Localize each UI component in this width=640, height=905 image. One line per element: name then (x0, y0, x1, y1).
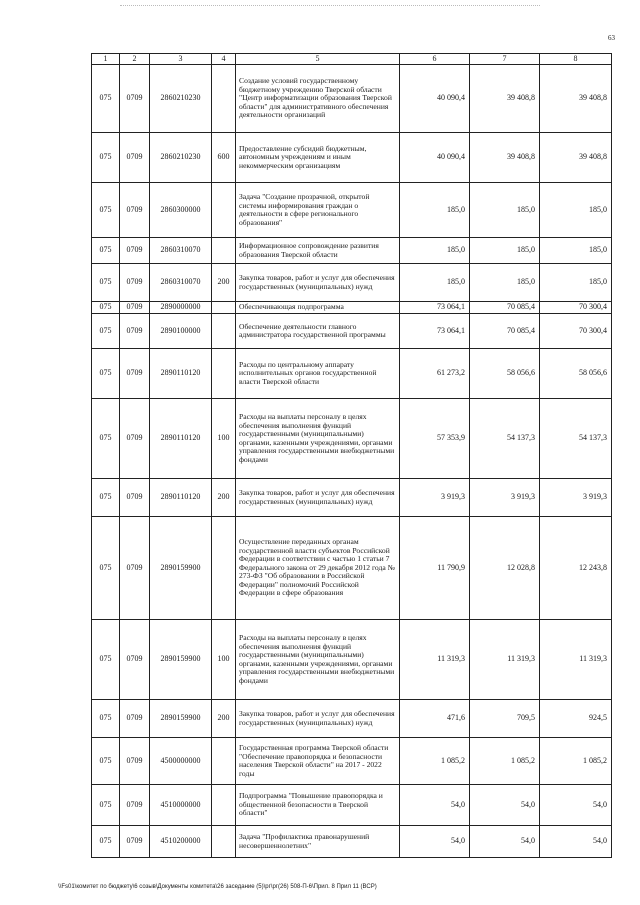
table-row (92, 479, 612, 517)
amount-year3-cell: 54,0 (540, 785, 612, 826)
amount-year1-cell: 3 919,3 (400, 479, 470, 517)
amount-year2-cell: 39 408,8 (470, 133, 540, 183)
target-article-cell: 2890000000 (150, 302, 212, 314)
description-cell: Расходы на выплаты персоналу в целях обеспечения выполнения функций государственными (муниципальными) органами, казенными учреждениями, органами управления государственными внебюджетными фондами (236, 620, 400, 700)
expense-type-cell (212, 65, 236, 133)
table-row (92, 738, 612, 785)
amount-year1-cell: 1 085,2 (400, 738, 470, 785)
description-cell: Обеспечивающая подпрограмма (236, 302, 400, 314)
amount-year3-cell: 39 408,8 (540, 133, 612, 183)
section-code-cell: 0709 (120, 65, 150, 133)
table-row (92, 65, 612, 133)
table-row (92, 238, 612, 264)
column-number-row (92, 54, 612, 65)
section-code-cell: 0709 (120, 517, 150, 620)
admin-code-cell: 075 (92, 65, 120, 133)
expense-type-cell (212, 314, 236, 349)
description-cell: Расходы на выплаты персоналу в целях обеспечения выполнения функций государственными (муниципальными) органами, казенными учреждениями, органами управления государственными внебюджетными фондами (236, 399, 400, 479)
table-row (92, 264, 612, 302)
column-header: 3 (150, 54, 212, 65)
admin-code-cell: 075 (92, 264, 120, 302)
page-number: 63 (608, 34, 615, 42)
expense-type-cell (212, 826, 236, 858)
amount-year1-cell: 73 064,1 (400, 302, 470, 314)
section-code-cell: 0709 (120, 399, 150, 479)
amount-year3-cell: 185,0 (540, 264, 612, 302)
amount-year1-cell: 185,0 (400, 238, 470, 264)
section-code-cell: 0709 (120, 314, 150, 349)
table-row (92, 133, 612, 183)
amount-year1-cell: 73 064,1 (400, 314, 470, 349)
table-row (92, 349, 612, 399)
amount-year1-cell: 471,6 (400, 700, 470, 738)
amount-year1-cell: 54,0 (400, 785, 470, 826)
expense-type-cell (212, 738, 236, 785)
section-code-cell: 0709 (120, 785, 150, 826)
description-cell: Информационное сопровождение развития образования Тверской области (236, 238, 400, 264)
amount-year1-cell: 61 273,2 (400, 349, 470, 399)
expense-type-cell: 200 (212, 264, 236, 302)
admin-code-cell: 075 (92, 785, 120, 826)
expense-type-cell (212, 302, 236, 314)
admin-code-cell: 075 (92, 183, 120, 238)
amount-year2-cell: 11 319,3 (470, 620, 540, 700)
column-header: 4 (212, 54, 236, 65)
amount-year2-cell: 185,0 (470, 264, 540, 302)
column-header: 7 (470, 54, 540, 65)
section-code-cell: 0709 (120, 238, 150, 264)
scan-header-artifact (120, 5, 540, 9)
description-cell: Государственная программа Тверской области "Обеспечение правопорядка и безопасности населения Тверской области" на 2017 - 2022 годы (236, 738, 400, 785)
table-row (92, 302, 612, 314)
expense-type-cell: 100 (212, 620, 236, 700)
amount-year2-cell: 58 056,6 (470, 349, 540, 399)
amount-year2-cell: 54 137,3 (470, 399, 540, 479)
amount-year3-cell: 11 319,3 (540, 620, 612, 700)
section-code-cell: 0709 (120, 264, 150, 302)
section-code-cell: 0709 (120, 620, 150, 700)
table-row (92, 314, 612, 349)
amount-year1-cell: 40 090,4 (400, 65, 470, 133)
target-article-cell: 2890110120 (150, 349, 212, 399)
target-article-cell: 2860310070 (150, 264, 212, 302)
amount-year3-cell: 39 408,8 (540, 65, 612, 133)
amount-year1-cell: 40 090,4 (400, 133, 470, 183)
table-row (92, 785, 612, 826)
amount-year1-cell: 11 319,3 (400, 620, 470, 700)
target-article-cell: 2860210230 (150, 65, 212, 133)
amount-year3-cell: 70 300,4 (540, 314, 612, 349)
target-article-cell: 4500000000 (150, 738, 212, 785)
amount-year1-cell: 185,0 (400, 264, 470, 302)
column-header: 2 (120, 54, 150, 65)
amount-year2-cell: 54,0 (470, 785, 540, 826)
admin-code-cell: 075 (92, 620, 120, 700)
description-cell: Закупка товаров, работ и услуг для обеспечения государственных (муниципальных) нужд (236, 479, 400, 517)
amount-year1-cell: 57 353,9 (400, 399, 470, 479)
admin-code-cell: 075 (92, 399, 120, 479)
target-article-cell: 4510000000 (150, 785, 212, 826)
amount-year3-cell: 924,5 (540, 700, 612, 738)
section-code-cell: 0709 (120, 349, 150, 399)
section-code-cell: 0709 (120, 479, 150, 517)
target-article-cell: 2860210230 (150, 133, 212, 183)
description-cell: Закупка товаров, работ и услуг для обеспечения государственных (муниципальных) нужд (236, 264, 400, 302)
admin-code-cell: 075 (92, 517, 120, 620)
expense-type-cell (212, 785, 236, 826)
section-code-cell: 0709 (120, 302, 150, 314)
description-cell: Закупка товаров, работ и услуг для обеспечения государственных (муниципальных) нужд (236, 700, 400, 738)
amount-year3-cell: 54 137,3 (540, 399, 612, 479)
amount-year3-cell: 12 243,8 (540, 517, 612, 620)
amount-year3-cell: 185,0 (540, 183, 612, 238)
amount-year3-cell: 185,0 (540, 238, 612, 264)
file-path-footer: \\Fs01\комитет по бюджету\6 созыв\Документы комитета\26 заседание (5)\рг\рг(26) 508-П-6\Прил. 8 Прил 11 (ВСР) (58, 884, 377, 890)
target-article-cell: 2890110120 (150, 479, 212, 517)
description-cell: Задача "Профилактика правонарушений несовершеннолетних" (236, 826, 400, 858)
expense-type-cell: 200 (212, 700, 236, 738)
expense-type-cell: 600 (212, 133, 236, 183)
budget-table-container (91, 53, 611, 858)
admin-code-cell: 075 (92, 738, 120, 785)
amount-year1-cell: 54,0 (400, 826, 470, 858)
expense-type-cell (212, 183, 236, 238)
column-header: 6 (400, 54, 470, 65)
amount-year2-cell: 709,5 (470, 700, 540, 738)
description-cell: Расходы по центральному аппарату исполнительных органов государственной власти Тверской области (236, 349, 400, 399)
table-row (92, 700, 612, 738)
admin-code-cell: 075 (92, 479, 120, 517)
table-row (92, 399, 612, 479)
target-article-cell: 2890110120 (150, 399, 212, 479)
column-header: 5 (236, 54, 400, 65)
budget-table (91, 53, 612, 858)
expense-type-cell (212, 349, 236, 399)
target-article-cell: 2860310070 (150, 238, 212, 264)
column-header: 8 (540, 54, 612, 65)
amount-year3-cell: 3 919,3 (540, 479, 612, 517)
admin-code-cell: 075 (92, 302, 120, 314)
amount-year3-cell: 54,0 (540, 826, 612, 858)
expense-type-cell: 200 (212, 479, 236, 517)
table-row (92, 517, 612, 620)
admin-code-cell: 075 (92, 826, 120, 858)
expense-type-cell (212, 517, 236, 620)
amount-year2-cell: 70 085,4 (470, 302, 540, 314)
description-cell: Создание условий государственному бюджетному учреждению Тверской области "Центр информатизации образования Тверской области" для административного обеспечения деятельности организаций (236, 65, 400, 133)
description-cell: Задача "Создание прозрачной, открытой системы информирования граждан о деятельности в сфере регионального образования" (236, 183, 400, 238)
description-cell: Предоставление субсидий бюджетным, автономным учреждениям и иным некоммерческим организациям (236, 133, 400, 183)
target-article-cell: 2860300000 (150, 183, 212, 238)
section-code-cell: 0709 (120, 183, 150, 238)
admin-code-cell: 075 (92, 349, 120, 399)
expense-type-cell: 100 (212, 399, 236, 479)
section-code-cell: 0709 (120, 738, 150, 785)
amount-year3-cell: 70 300,4 (540, 302, 612, 314)
admin-code-cell: 075 (92, 238, 120, 264)
section-code-cell: 0709 (120, 826, 150, 858)
description-cell: Подпрограмма "Повышение правопорядка и общественной безопасности в Тверской области" (236, 785, 400, 826)
amount-year2-cell: 12 028,8 (470, 517, 540, 620)
description-cell: Осуществление переданных органам государственной власти субъектов Российской Федерации в соответствии с частью 1 статьи 7 Федерального закона от 29 декабря 2012 года № 273-ФЗ "Об образовании в Российской Федерации" полномочий Российской Федерации в сфере образования (236, 517, 400, 620)
description-cell: Обеспечение деятельности главного администратора государственной программы (236, 314, 400, 349)
amount-year3-cell: 58 056,6 (540, 349, 612, 399)
amount-year2-cell: 54,0 (470, 826, 540, 858)
expense-type-cell (212, 238, 236, 264)
target-article-cell: 2890159900 (150, 517, 212, 620)
amount-year2-cell: 185,0 (470, 183, 540, 238)
target-article-cell: 4510200000 (150, 826, 212, 858)
section-code-cell: 0709 (120, 700, 150, 738)
admin-code-cell: 075 (92, 700, 120, 738)
amount-year2-cell: 3 919,3 (470, 479, 540, 517)
admin-code-cell: 075 (92, 314, 120, 349)
amount-year2-cell: 1 085,2 (470, 738, 540, 785)
target-article-cell: 2890100000 (150, 314, 212, 349)
amount-year3-cell: 1 085,2 (540, 738, 612, 785)
amount-year2-cell: 39 408,8 (470, 65, 540, 133)
section-code-cell: 0709 (120, 133, 150, 183)
table-row (92, 826, 612, 858)
amount-year1-cell: 185,0 (400, 183, 470, 238)
table-row (92, 620, 612, 700)
admin-code-cell: 075 (92, 133, 120, 183)
amount-year1-cell: 11 790,9 (400, 517, 470, 620)
table-row (92, 183, 612, 238)
column-header: 1 (92, 54, 120, 65)
target-article-cell: 2890159900 (150, 620, 212, 700)
target-article-cell: 2890159900 (150, 700, 212, 738)
amount-year2-cell: 185,0 (470, 238, 540, 264)
amount-year2-cell: 70 085,4 (470, 314, 540, 349)
